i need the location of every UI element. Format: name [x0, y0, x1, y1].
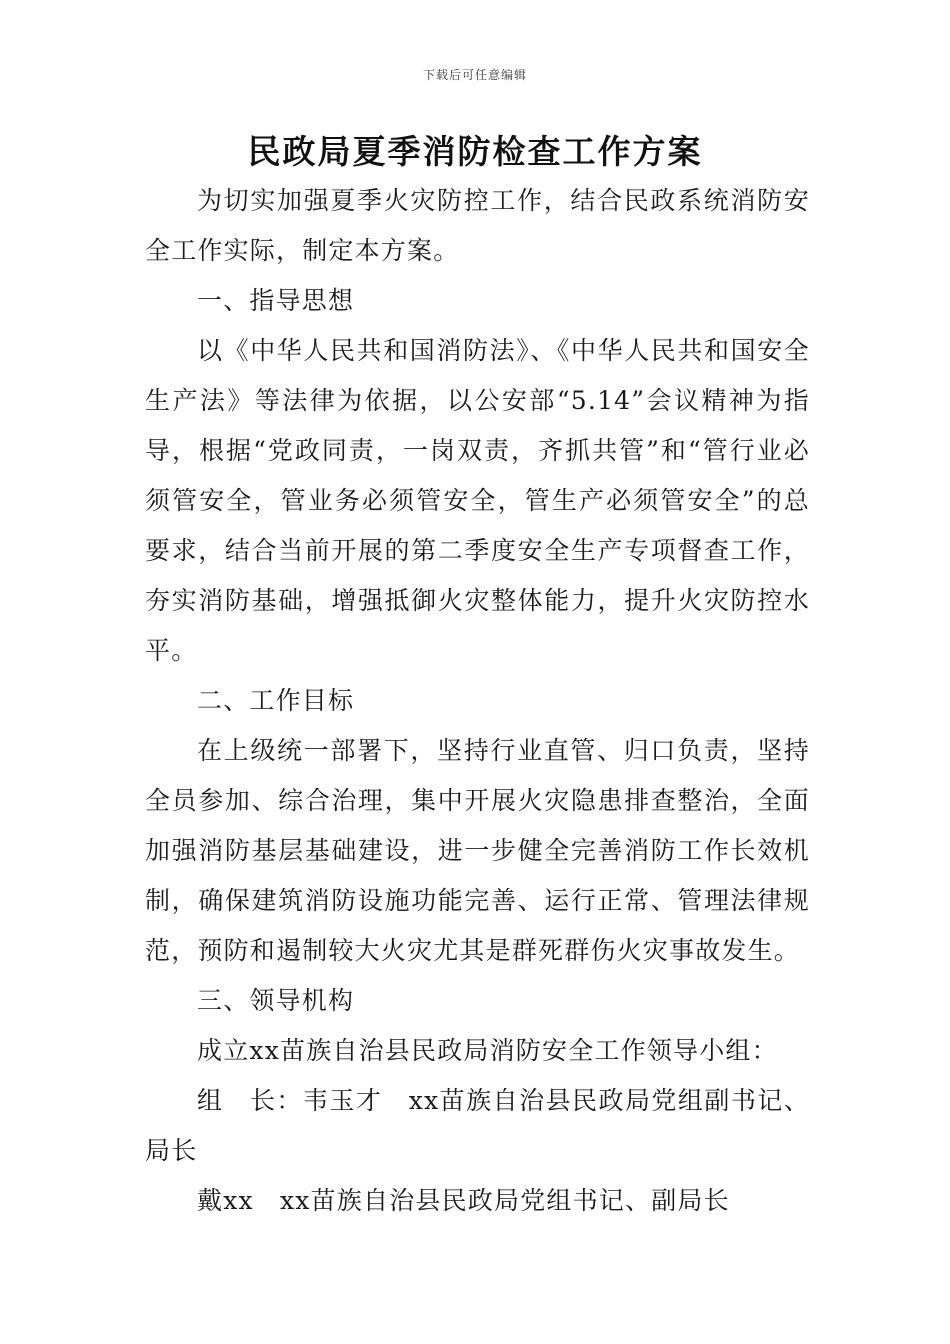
- member-entry: 戴xx xx苗族自治县民政局党组书记、副局长: [197, 1186, 730, 1215]
- section-heading-leadership: 三、领导机构: [197, 986, 355, 1015]
- document-body: [145, 176, 810, 1226]
- header-note: 下载后可任意编辑: [422, 68, 527, 82]
- intro-paragraph: 为切实加强夏季火灾防控工作，结合民政系统消防安全工作实际，制定本方案。: [145, 186, 810, 265]
- leader-entry: 组 长：韦玉才 xx苗族自治县民政局党组副书记、局长: [145, 1086, 810, 1165]
- leadership-intro: 成立xx苗族自治县民政局消防安全工作领导小组：: [197, 1036, 778, 1065]
- guiding-thought-paragraph: 以《中华人民共和国消防法》、《中华人民共和国安全生产法》等法律为依据，以公安部“5.14”会议精神为指导，根据“党政同责，一岗双责，齐抓共管”和“管行业必须管安全，管业务必须管安全，管生产必须管安全”的总要求，结合当前开展的第二季度安全生产专项督查工作，夯实消防基础，增强抵御火灾整体能力，提升火灾防控水平。: [145, 336, 810, 665]
- document-title: 民政局夏季消防检查工作方案: [247, 132, 703, 171]
- section-heading-work-goal: 二、工作目标: [197, 686, 355, 715]
- work-goal-paragraph: 在上级统一部署下，坚持行业直管、归口负责，坚持全员参加、综合治理，集中开展火灾隐患排查整治，全面加强消防基层基础建设，进一步健全完善消防工作长效机制，确保建筑消防设施功能完善、运行正常、管理法律规范，预防和遏制较大火灾尤其是群死群伤火灾事故发生。: [145, 736, 810, 965]
- section-heading-guiding-thought: 一、指导思想: [197, 286, 355, 315]
